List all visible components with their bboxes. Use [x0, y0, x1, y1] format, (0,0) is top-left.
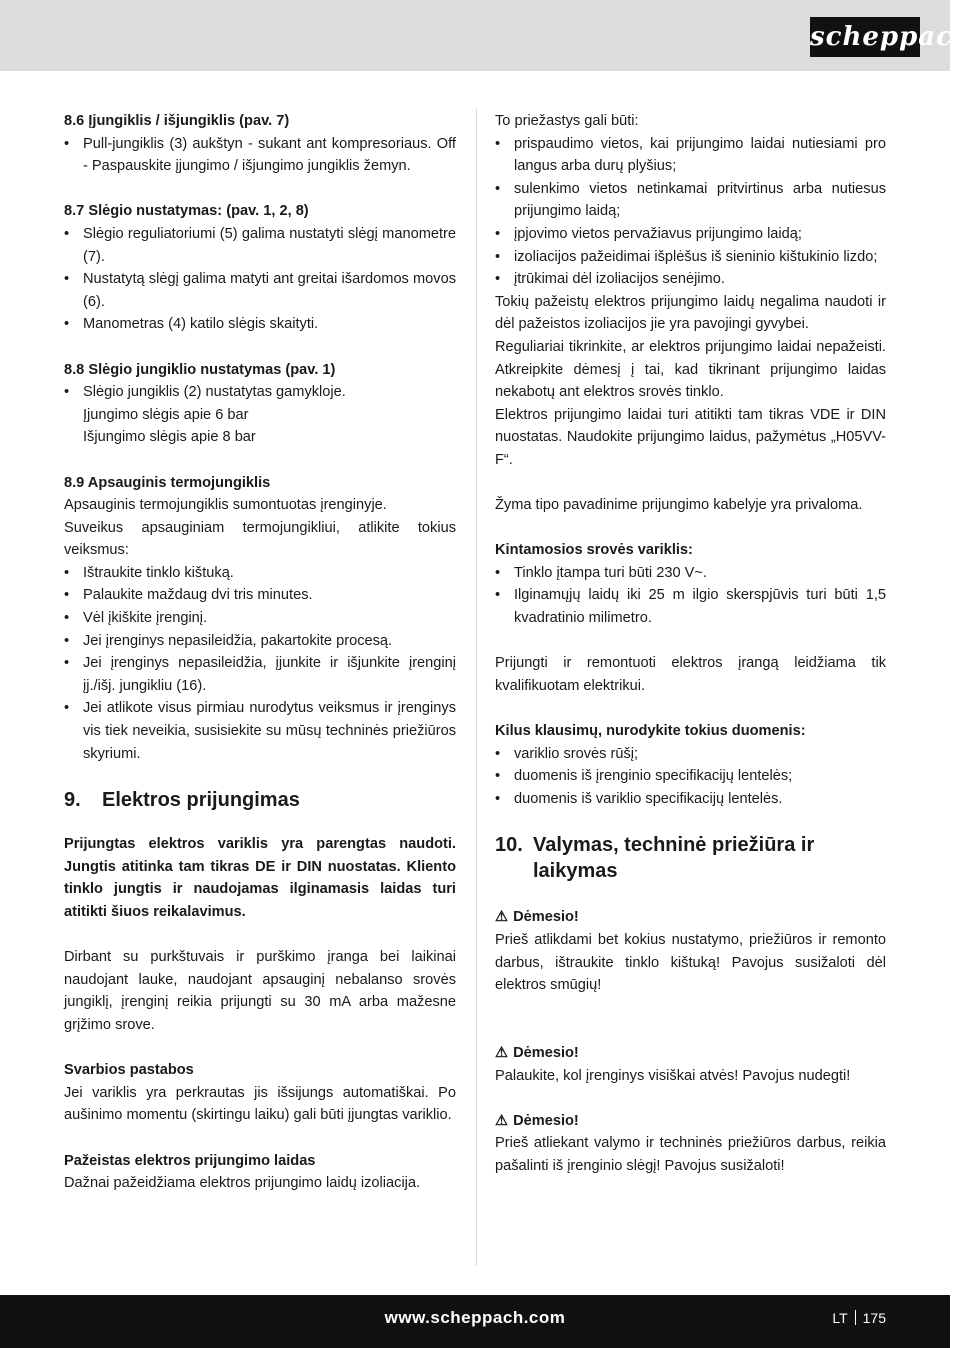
list-item: • Jei įrenginys nepasileidžia, įjunkite ir išjunkite įrenginį įj./išj. jungikliu (16). [64, 652, 456, 697]
warning-2-text: Palaukite, kol įrenginys visiškai atvės! Pavojus nudegti! [495, 1067, 851, 1084]
switch-off-pressure: Išjungimo slėgis apie 8 bar [83, 429, 256, 446]
scheppach-logo: scheppach [810, 17, 920, 57]
paragraph: Elektros prijungimo laidai turi atitikti tam tikras VDE ir DIN nuostatas. Naudokite prijungimo laidus, pažymėtus „H05VV-F“. [495, 406, 886, 468]
list-item: • Slėgio reguliatoriumi (5) galima nustatyti slėgį manometre (7). [64, 223, 456, 268]
paragraph: Reguliariai tikrinkite, ar elektros prijungimo laidai nepažeisti. Atkreipkite dėmesį į tai, kad tikrinant prijungimo laidas nekabotų ant elektros srovės tinklo. [495, 338, 886, 401]
list-item: • duomenis iš įrenginio specifikacijų lentelės; [495, 765, 886, 788]
page-number [832, 1310, 886, 1326]
page-number-value: 175 [862, 1310, 886, 1326]
paragraph: Dažnai pažeidžiama elektros prijungimo laidų izoliacija. [64, 1175, 421, 1192]
list-item: • variklio srovės rūšį; [495, 743, 886, 766]
section-8-9-list [64, 562, 456, 765]
list-item: • įpjovimo vietos pervažiavus prijungimo laidą; [495, 223, 886, 246]
footer-bar [0, 1295, 950, 1348]
list-item: • Ištraukite tinklo kištuką. [64, 562, 456, 585]
list-item: • Slėgio jungiklis (2) nustatytas gamykloje. [64, 381, 456, 404]
questions-list [495, 743, 886, 811]
section-number: 9. [64, 789, 81, 812]
paragraph-bold: Prijungtas elektros variklis yra parengtas naudoti. Jungtis atitinka tam tikras DE ir DIN nuostatas. Kliento tinklo jungtis ir naudojamas ilginamasis laidas turi atitikti šiuos reikalavimus. [64, 836, 456, 920]
section-number: 10. [495, 834, 523, 857]
section-8-8-heading: 8.8 Slėgio jungiklio nustatymas (pav. 1) [64, 361, 336, 378]
paragraph: Jei variklis yra perkrautas jis išsijungs automatiškai. Po aušinimo momentu (skirtingu laiku) gali būti įjungtas variklio. [64, 1084, 456, 1124]
section-9-heading [64, 787, 456, 813]
list-item: • Pull-jungiklis (3) aukštyn - sukant ant kompresoriaus. Off - Paspauskite įjungimo / išjungimo jungiklis žemyn. [64, 133, 456, 178]
list-item: • izoliacijos pažeidimai išplėšus iš sieninio kištukinio lizdo; [495, 246, 886, 269]
list-item: • Manometras (4) katilo slėgis skaityti. [64, 313, 456, 336]
switch-on-pressure: Įjungimo slėgis apie 6 bar [83, 406, 249, 423]
language-code: LT [832, 1310, 848, 1326]
paragraph: Dirbant su purkštuvais ir purškimo įranga bei laikinai naudojant lauke, naudojant apsauginį nebalanso srovės jungiklį, įrenginį reikia prijungti su 30 mA arba mažesne grįžimo srove. [64, 949, 456, 1033]
questions-heading: Kilus klausimų, nurodykite tokius duomenis: [495, 723, 806, 740]
header-bar [0, 0, 973, 71]
section-8-6-heading: 8.6 Įjungiklis / išjungiklis (pav. 7) [64, 113, 290, 129]
section-title: Elektros prijungimas [102, 789, 300, 812]
section-10-heading [495, 832, 886, 884]
column-divider [476, 108, 477, 1266]
warning-2-heading: ⚠ Dėmesio! [495, 1042, 886, 1065]
causes-list [495, 133, 886, 291]
warning-triangle-icon: ⚠ [495, 1044, 509, 1061]
paragraph: Suveikus apsauginiam termojungikliui, atlikite tokius veiksmus: [64, 519, 456, 559]
section-8-9-heading: 8.9 Apsauginis termojungiklis [64, 474, 271, 491]
list-item: • Vėl įkiškite įrenginį. [64, 607, 456, 630]
damaged-cable-heading: Pažeistas elektros prijungimo laidas [64, 1152, 316, 1169]
important-notes-heading: Svarbios pastabos [64, 1062, 194, 1079]
warning-1-heading: ⚠ Dėmesio! [495, 906, 886, 929]
list-item: • sulenkimo vietos netinkamai pritvirtinus arba nutiesus prijungimo laidą; [495, 178, 886, 223]
list-item: • Jei atlikote visus pirmiau nurodytus veiksmus ir įrenginys vis tiek neveikia, susisiekite su mūsų techninės priežiūros skyriumi. [64, 697, 456, 765]
ac-motor-list [495, 562, 886, 630]
list-item: • Palaukite maždaug dvi tris minutes. [64, 584, 456, 607]
section-8-8-list [64, 381, 456, 404]
section-8-7-heading: 8.7 Slėgio nustatymas: (pav. 1, 2, 8) [64, 203, 309, 220]
website-link[interactable]: www.scheppach.com [384, 1308, 566, 1327]
warning-triangle-icon: ⚠ [495, 1112, 509, 1129]
warning-1-text: Prieš atlikdami bet kokius nustatymo, priežiūros ir remonto darbus, ištraukite tinklo kištuką! Pavojus susižaloti dėl elektros smūgių! [495, 932, 886, 994]
section-8-7-list [64, 223, 456, 336]
paragraph: Tokių pažeistų elektros prijungimo laidų negalima naudoti ir dėl pažeistos izoliacijos jie yra pavojingi gyvybei. [495, 293, 886, 333]
list-item: • įtrūkimai dėl izoliacijos senėjimo. [495, 268, 886, 291]
paragraph: To priežastys gali būti: [495, 113, 639, 129]
warning-3-text: Prieš atliekant valymo ir techninės priežiūros darbus, reikia pašalinti iš įrenginio slėgį! Pavojus susižaloti! [495, 1135, 886, 1174]
paragraph: Apsauginis termojungiklis sumontuotas įrenginyje. [64, 497, 387, 514]
list-item: • Tinklo įtampa turi būti 230 V~. [495, 562, 886, 585]
list-item: • Ilginamųjų laidų iki 25 m ilgio skerspjūvis turi būti 1,5 kvadratinio milimetro. [495, 584, 886, 629]
section-8-6-list [64, 133, 456, 178]
section-title: Valymas, techninė priežiūra ir laikymas [533, 834, 815, 883]
list-item: • duomenis iš variklio specifikacijų lentelės. [495, 788, 886, 811]
warning-triangle-icon: ⚠ [495, 909, 509, 926]
right-column [495, 110, 886, 1178]
list-item: • Jei įrenginys nepasileidžia, pakartokite procesą. [64, 630, 456, 653]
left-column [64, 110, 456, 1195]
paragraph: Žyma tipo pavadinime prijungimo kabelyje yra privaloma. [495, 497, 863, 514]
ac-motor-heading: Kintamosios srovės variklis: [495, 542, 693, 559]
list-item: • prispaudimo vietos, kai prijungimo laidai nutiesiami pro langus arba durų plyšius; [495, 133, 886, 178]
warning-3-heading: ⚠ Dėmesio! [495, 1110, 886, 1133]
list-item: • Nustatytą slėgį galima matyti ant greitai išardomos movos (6). [64, 268, 456, 313]
paragraph: Prijungti ir remontuoti elektros įrangą leidžiama tik kvalifikuotam elektrikui. [495, 655, 886, 694]
